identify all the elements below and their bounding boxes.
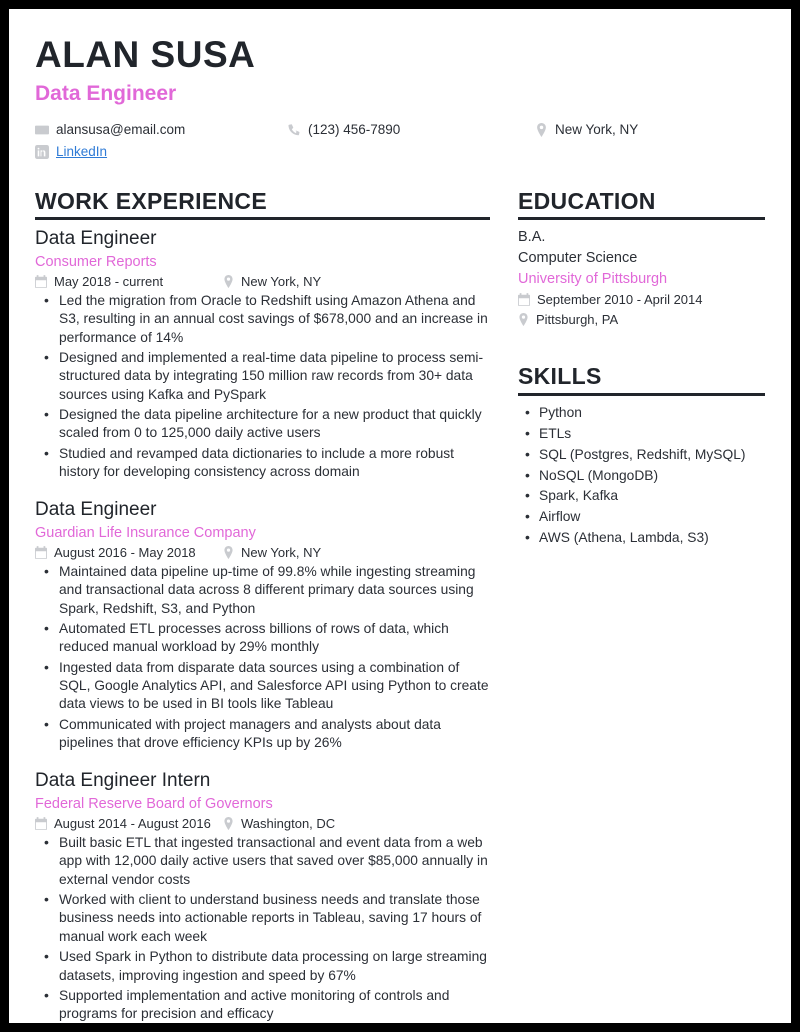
- right-column: [518, 188, 765, 1023]
- skill-item: • Airflow: [518, 507, 765, 528]
- skill-item: • AWS (Athena, Lambda, S3): [518, 528, 765, 549]
- work-section-rule: [35, 217, 490, 220]
- work-entry: [35, 498, 490, 752]
- bullet-item: • Automated ETL processes across billions of rows of data, which reduced manual workload by 29% monthly: [35, 620, 490, 657]
- skills-section: [518, 363, 765, 549]
- education-location: [518, 310, 765, 330]
- education-section-rule: [518, 217, 765, 220]
- skills-section-title: SKILLS: [518, 363, 602, 390]
- calendar-icon: [35, 546, 47, 559]
- work-entry-location: [223, 545, 321, 560]
- resume-body: [35, 188, 765, 1023]
- contact-email-text: alansusa@email.com: [56, 122, 186, 138]
- contact-location: [535, 122, 765, 137]
- work-entry-location: [223, 274, 321, 289]
- bullet-item: • Used Spark in Python to distribute data processing on large streaming datasets, improving ingestion and speed by 67%: [35, 948, 490, 985]
- map-pin-icon: [223, 546, 234, 559]
- work-entry-location-text: New York, NY: [241, 544, 322, 560]
- bullet-item: • Communicated with project managers and analysts about data pipelines that drove efficiency KPIs up by 26%: [35, 716, 490, 753]
- bullet-item: • Designed the data pipeline architecture for a new product that quickly scaled from 0 to 125,000 daily active users: [35, 406, 490, 443]
- work-entry-dates: [35, 545, 223, 560]
- bullet-item: • Led the migration from Oracle to Redshift using Amazon Athena and S3, resulting in an annual cost savings of $678,000 and an increase in performance of 14%: [35, 292, 490, 347]
- calendar-icon: [35, 275, 47, 288]
- calendar-icon: [518, 293, 530, 306]
- work-entry-organization: Consumer Reports: [35, 253, 157, 270]
- skill-item: • ETLs: [518, 424, 765, 445]
- contact-location-text: New York, NY: [555, 122, 639, 138]
- column-gap: [490, 188, 518, 1023]
- contact-row-secondary: [35, 141, 765, 163]
- candidate-name: ALAN SUSA: [35, 34, 256, 75]
- bullet-item: • Worked with client to understand business needs and translate those business needs into actionable reports in Tableau, saving 17 hours of manual work each week: [35, 891, 490, 946]
- skill-item: • Spark, Kafka: [518, 486, 765, 507]
- education-dates-text: September 2010 - April 2014: [537, 292, 703, 308]
- map-pin-icon: [223, 275, 234, 288]
- contact-linkedin[interactable]: [35, 144, 287, 159]
- calendar-icon: [35, 817, 47, 830]
- education-entry: [518, 227, 765, 329]
- work-entry-bullets: [35, 292, 490, 481]
- map-pin-icon: [223, 817, 234, 830]
- work-entry-bullets: [35, 563, 490, 752]
- bullet-item: • Ingested data from disparate data sources using a combination of SQL, Google Analytics API, and Salesforce API using Python to create data views to be used in BI tools like Tableau: [35, 659, 490, 714]
- map-pin-icon: [535, 123, 548, 137]
- contact-linkedin-link[interactable]: LinkedIn: [56, 144, 108, 160]
- map-pin-icon: [518, 313, 529, 326]
- work-entry: [35, 769, 490, 1023]
- work-entry: [35, 227, 490, 481]
- resume-header: [35, 35, 765, 163]
- contact-email[interactable]: [35, 122, 287, 137]
- skill-item: • SQL (Postgres, Redshift, MySQL): [518, 445, 765, 466]
- bullet-item: • Maintained data pipeline up-time of 99.8% while ingesting streaming and transactional data across 8 different primary data sources using Spark, Redshift, S3, and Python: [35, 563, 490, 618]
- contact-phone-text: (123) 456-7890: [308, 122, 401, 138]
- envelope-icon: [35, 123, 49, 137]
- work-entry-meta: [35, 274, 490, 289]
- work-entry-dates-text: May 2018 - current: [54, 273, 164, 289]
- work-entry-meta: [35, 816, 490, 831]
- work-entry-role: Data Engineer: [35, 228, 157, 250]
- education-school: University of Pittsburgh: [518, 271, 668, 288]
- candidate-job-title: Data Engineer: [35, 81, 177, 105]
- contact-phone[interactable]: [287, 122, 535, 137]
- work-entry-dates-text: August 2014 - August 2016: [54, 816, 211, 832]
- bullet-item: • Supported implementation and active monitoring of controls and programs for precision and efficacy: [35, 987, 490, 1023]
- skill-item: • NoSQL (MongoDB): [518, 466, 765, 487]
- work-entry-role: Data Engineer Intern: [35, 770, 211, 792]
- work-entry-meta: [35, 545, 490, 560]
- resume-page: [9, 9, 791, 1023]
- education-field: Computer Science: [518, 250, 638, 267]
- education-location-text: Pittsburgh, PA: [536, 311, 619, 327]
- skill-item: • Python: [518, 403, 765, 424]
- work-entry-dates: [35, 274, 223, 289]
- work-entry-role: Data Engineer: [35, 499, 157, 521]
- contact-row-primary: [35, 119, 765, 141]
- bullet-item: • Designed and implemented a real-time data pipeline to process semi-structured data by integrating 150 million raw records from 30+ data sources using Kafka and PySpark: [35, 349, 490, 404]
- work-entry-location-text: New York, NY: [241, 273, 322, 289]
- work-entry-organization: Guardian Life Insurance Company: [35, 524, 256, 541]
- linkedin-icon: [35, 145, 49, 159]
- skills-list: [518, 403, 765, 550]
- bullet-item: • Built basic ETL that ingested transactional and event data from a web app with 12,000 daily active users that saved over $85,000 annually in external vendor costs: [35, 834, 490, 889]
- work-entry-bullets: [35, 834, 490, 1023]
- education-dates: [518, 290, 765, 310]
- work-section-title: WORK EXPERIENCE: [35, 187, 267, 214]
- work-entry-dates: [35, 816, 223, 831]
- skills-section-rule: [518, 393, 765, 396]
- education-degree: B.A.: [518, 229, 546, 246]
- work-entry-dates-text: August 2016 - May 2018: [54, 544, 196, 560]
- phone-icon: [287, 123, 301, 137]
- left-column: [35, 188, 490, 1023]
- bullet-item: • Studied and revamped data dictionaries to include a more robust history for developing consistency across domain: [35, 445, 490, 482]
- work-entry-location: [223, 816, 335, 831]
- work-entry-location-text: Washington, DC: [241, 816, 336, 832]
- work-entry-organization: Federal Reserve Board of Governors: [35, 796, 273, 813]
- education-section-title: EDUCATION: [518, 187, 656, 214]
